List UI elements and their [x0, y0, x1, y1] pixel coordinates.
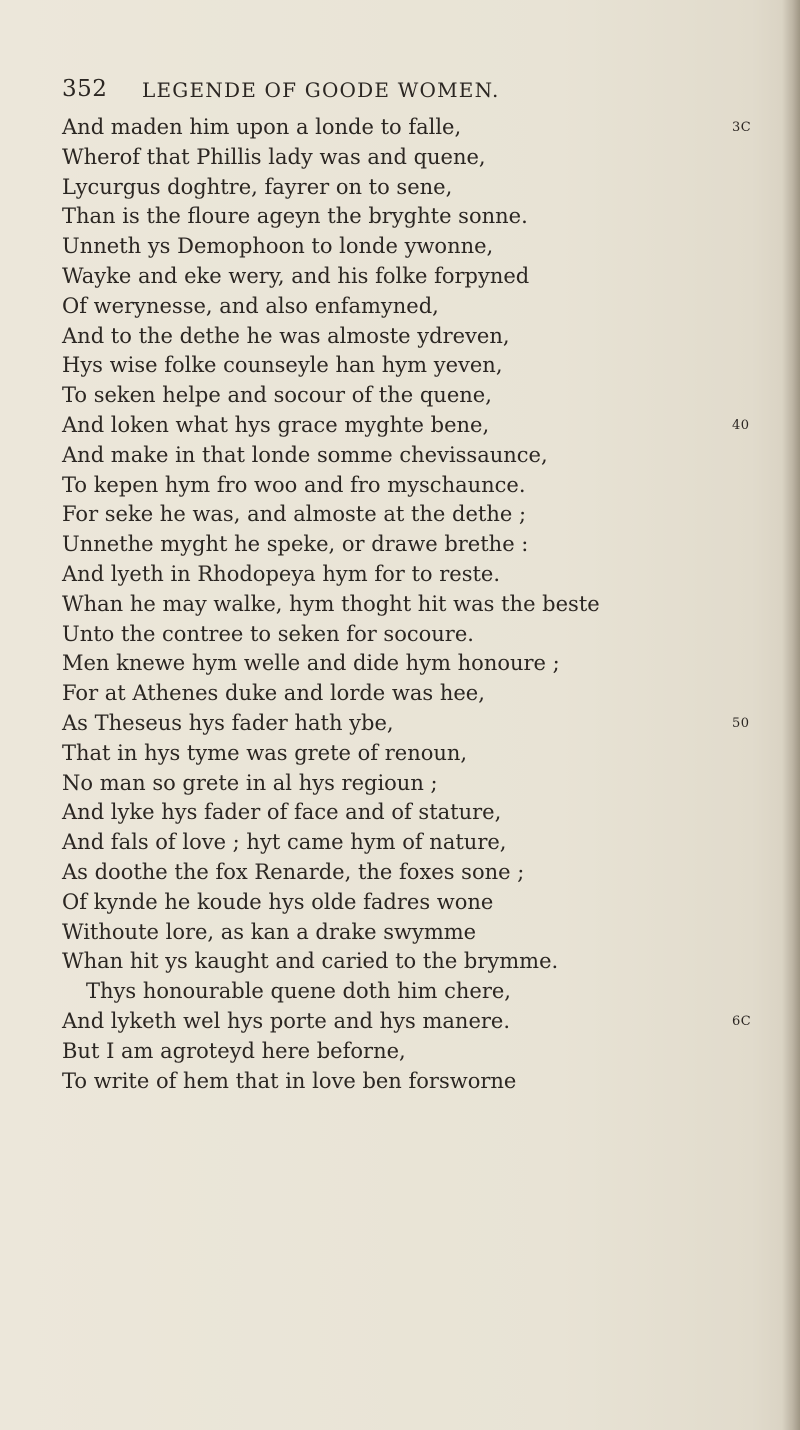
- verse-line: [62, 441, 762, 471]
- verse-line: [62, 798, 762, 828]
- verse-line: [62, 620, 762, 650]
- verse-line: [62, 739, 762, 769]
- verse-line-text: Unneth ys Demophoon to londe ywonne,: [62, 234, 494, 259]
- verse-line: [62, 858, 762, 888]
- verse-line: [62, 381, 762, 411]
- page-edge-shadow: [782, 0, 800, 1430]
- verse-line-text: But I am agroteyd here beforne,: [62, 1038, 406, 1063]
- verse-line-text: Of werynesse, and also enfamyned,: [62, 293, 439, 318]
- verse-line-text: Withoute lore, as kan a drake swymme: [62, 919, 477, 944]
- verse-line: [62, 471, 762, 501]
- verse-line: [62, 113, 762, 143]
- verse-line-text: And lyeth in Rhodopeya hym for to reste.: [62, 561, 501, 586]
- verse-line: [62, 530, 762, 560]
- verse-line: [62, 918, 762, 948]
- verse-line-text: And lyketh wel hys porte and hys manere.: [62, 1008, 511, 1033]
- verse-line-text: To seken helpe and socour of the quene,: [62, 383, 492, 408]
- verse-line: [62, 828, 762, 858]
- verse-line: [62, 590, 762, 620]
- line-number: 6C: [732, 1013, 752, 1029]
- verse-line-text: And to the dethe he was almoste ydreven,: [62, 323, 510, 348]
- verse-line: [62, 560, 762, 590]
- verse-line: [62, 262, 762, 292]
- verse-line: [62, 1067, 762, 1097]
- verse-line-text: And fals of love ; hyt came hym of nature,: [62, 830, 507, 855]
- verse-line: [62, 709, 762, 739]
- verse-line: [62, 679, 762, 709]
- verse-line-text: And lyke hys fader of face and of stature,: [62, 800, 502, 825]
- line-number: 50: [732, 715, 750, 731]
- verse-line: [62, 143, 762, 173]
- verse-line: [62, 173, 762, 203]
- verse-line: [62, 351, 762, 381]
- verse-line-text: Whan hit ys kaught and caried to the brymme.: [62, 949, 559, 974]
- poem-text: [62, 113, 762, 1096]
- verse-line: [62, 232, 762, 262]
- verse-line-text: Than is the floure ageyn the bryghte sonne.: [62, 204, 528, 229]
- verse-line: [62, 649, 762, 679]
- verse-line: [62, 977, 762, 1007]
- verse-line: [62, 202, 762, 232]
- verse-line: [62, 888, 762, 918]
- verse-line: [62, 1037, 762, 1067]
- verse-line-text: Unnethe myght he speke, or drawe brethe :: [62, 532, 529, 557]
- verse-line-text: Unto the contree to seken for socoure.: [62, 621, 474, 646]
- verse-line-text: As doothe the fox Renarde, the foxes sone ;: [62, 859, 525, 884]
- verse-line-text: To write of hem that in love ben forsworne: [62, 1068, 517, 1093]
- verse-line: [62, 1007, 762, 1037]
- verse-line: [62, 322, 762, 352]
- verse-line-text: Of kynde he koude hys olde fadres wone: [62, 889, 494, 914]
- verse-line-text: To kepen hym fro woo and fro myschaunce.: [62, 472, 526, 497]
- verse-line: [62, 947, 762, 977]
- running-head: LEGENDE OF GOODE WOMEN.: [142, 78, 500, 102]
- verse-line-text: For seke he was, and almoste at the dethe ;: [62, 502, 527, 527]
- verse-line-text: Thys honourable quene doth him chere,: [86, 979, 511, 1004]
- verse-line-text: No man so grete in al hys regioun ;: [62, 770, 438, 795]
- verse-line: [62, 292, 762, 322]
- verse-line-text: Wherof that Phillis lady was and quene,: [62, 144, 486, 169]
- verse-line: [62, 500, 762, 530]
- verse-line-text: And make in that londe somme chevissaunce,: [62, 442, 548, 467]
- line-number: 3C: [732, 120, 752, 135]
- verse-line-text: Men knewe hym welle and dide hym honoure ;: [62, 651, 560, 676]
- page-header: [62, 76, 702, 112]
- verse-line-text: And loken what hys grace myghte bene,: [62, 412, 490, 437]
- verse-line-text: As Theseus hys fader hath ybe,: [62, 710, 394, 735]
- verse-line-text: That in hys tyme was grete of renoun,: [62, 740, 468, 765]
- verse-line-text: Hys wise folke counseyle han hym yeven,: [62, 353, 503, 378]
- verse-line-text: For at Athenes duke and lorde was hee,: [62, 681, 485, 706]
- verse-line-text: Lycurgus doghtre, fayrer on to sene,: [62, 174, 453, 199]
- verse-line-text: And maden him upon a londe to falle,: [62, 115, 462, 139]
- verse-line: [62, 411, 762, 441]
- verse-line: [62, 769, 762, 799]
- line-number: 40: [732, 417, 750, 433]
- verse-line-text: Wayke and eke wery, and his folke forpyned: [62, 263, 530, 288]
- page-number: 352: [62, 76, 108, 102]
- verse-line-text: Whan he may walke, hym thoght hit was the beste: [62, 591, 600, 616]
